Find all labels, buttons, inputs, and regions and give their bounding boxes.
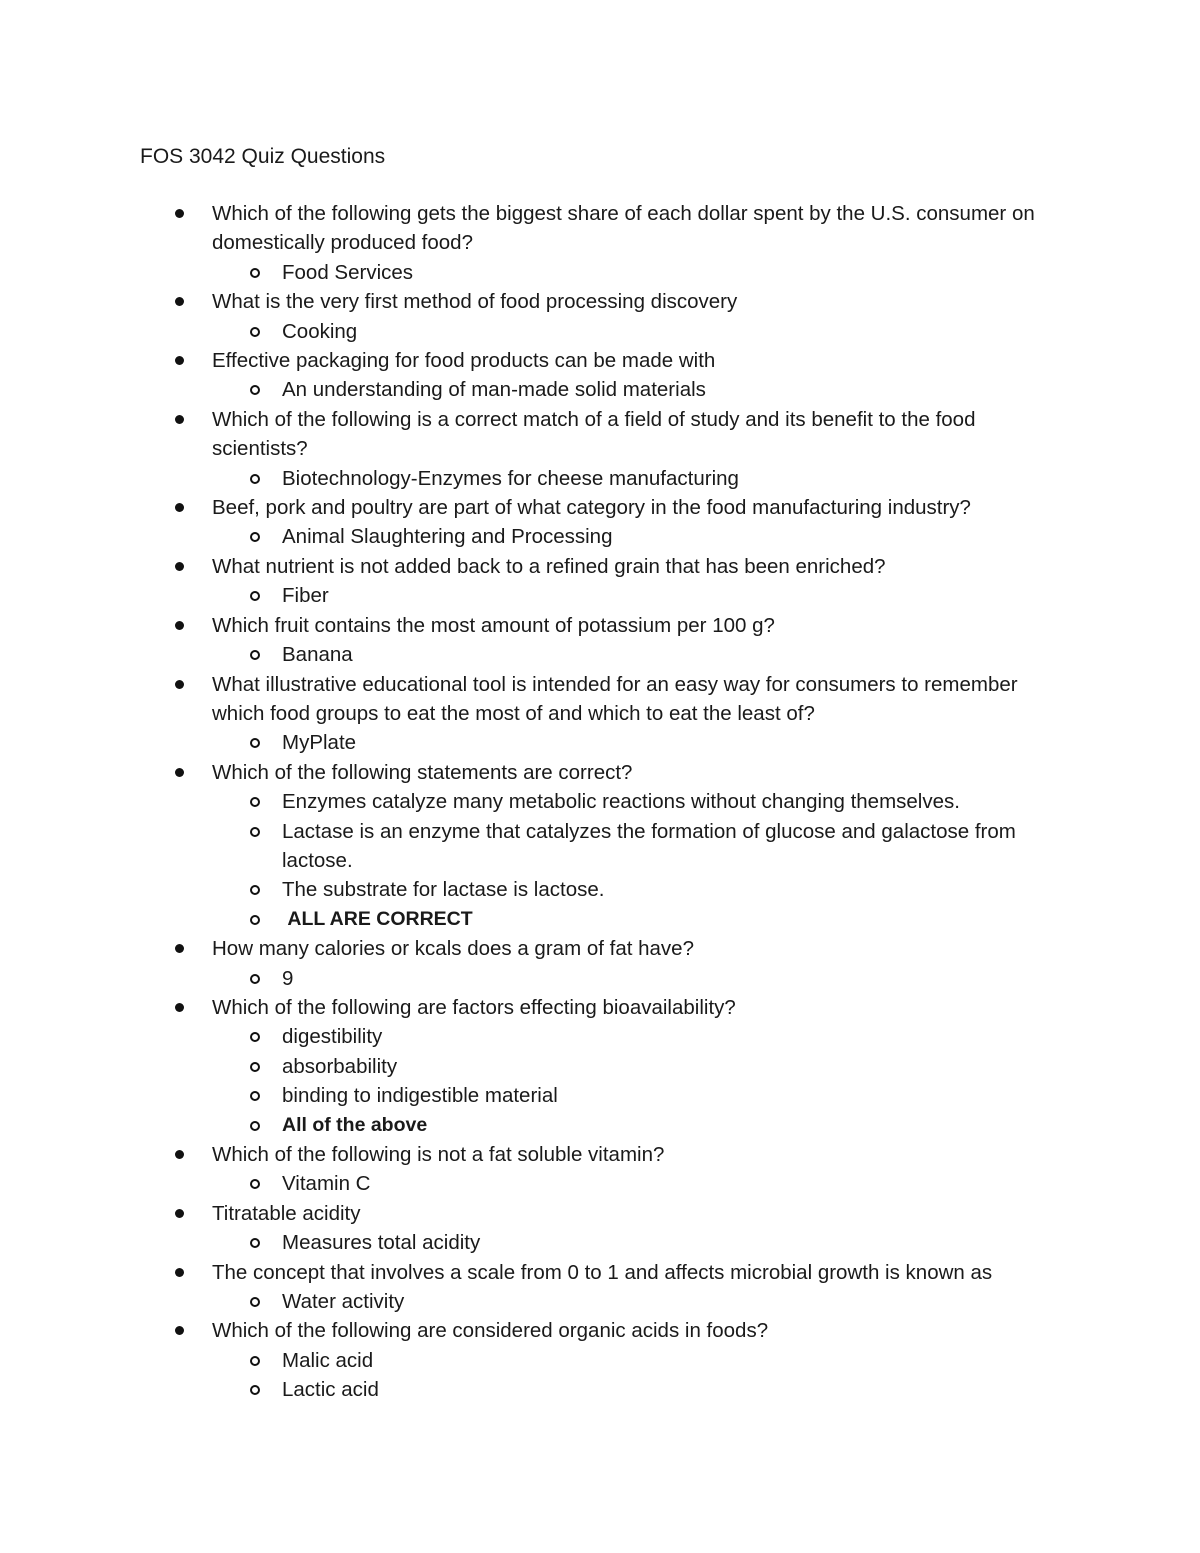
answer-text: All of the above bbox=[282, 1113, 428, 1136]
answer-list bbox=[212, 375, 1060, 404]
question-item bbox=[0, 1316, 1200, 1404]
answer-text: Fiber bbox=[282, 584, 329, 608]
hollow-circle-bullet-icon bbox=[250, 268, 260, 278]
question-text: Which of the following statements are correct? bbox=[212, 760, 633, 784]
answer-item bbox=[212, 1375, 1060, 1404]
hollow-circle-bullet-icon bbox=[250, 1121, 260, 1131]
hollow-circle-bullet-icon bbox=[250, 650, 260, 660]
answer-item bbox=[212, 375, 1060, 404]
answer-text: 9 bbox=[282, 966, 294, 990]
filled-bullet-icon bbox=[175, 562, 184, 571]
answer-text: Lactic acid bbox=[282, 1378, 379, 1402]
answer-text: Cooking bbox=[282, 319, 358, 343]
question-text: Which of the following gets the biggest share of each dollar spent by the U.S. consumer on domestically produced food? bbox=[212, 202, 1041, 255]
answer-item bbox=[212, 317, 1060, 346]
answer-item bbox=[212, 1169, 1060, 1198]
answer-text: Biotechnology-Enzymes for cheese manufacturing bbox=[282, 466, 739, 490]
answer-item bbox=[212, 1346, 1060, 1375]
filled-bullet-icon bbox=[175, 209, 184, 218]
answer-item bbox=[212, 1111, 1060, 1140]
question-item bbox=[0, 758, 1200, 934]
hollow-circle-bullet-icon bbox=[250, 474, 260, 484]
answer-item bbox=[212, 1052, 1060, 1081]
hollow-circle-bullet-icon bbox=[250, 1032, 260, 1042]
question-text: Which of the following are factors effecting bioavailability? bbox=[212, 995, 736, 1019]
hollow-circle-bullet-icon bbox=[250, 885, 260, 895]
answer-list bbox=[212, 640, 1060, 669]
filled-bullet-icon bbox=[175, 680, 184, 689]
answer-item bbox=[212, 1228, 1060, 1257]
answer-text: MyPlate bbox=[282, 731, 357, 755]
question-item bbox=[0, 1258, 1200, 1317]
hollow-circle-bullet-icon bbox=[250, 827, 260, 837]
question-item bbox=[0, 346, 1200, 405]
question-item bbox=[0, 287, 1200, 346]
hollow-circle-bullet-icon bbox=[250, 974, 260, 984]
filled-bullet-icon bbox=[175, 1209, 184, 1218]
answer-text: An understanding of man-made solid materials bbox=[282, 378, 706, 402]
question-text: How many calories or kcals does a gram of fat have? bbox=[212, 937, 694, 961]
answer-list bbox=[212, 581, 1060, 610]
hollow-circle-bullet-icon bbox=[250, 1385, 260, 1395]
answer-list bbox=[212, 1228, 1060, 1257]
filled-bullet-icon bbox=[175, 503, 184, 512]
question-text: Which fruit contains the most amount of potassium per 100 g? bbox=[212, 613, 775, 637]
filled-bullet-icon bbox=[175, 356, 184, 365]
answer-text: absorbability bbox=[282, 1054, 398, 1078]
answer-item bbox=[212, 875, 1060, 904]
answer-text: Banana bbox=[282, 643, 353, 667]
question-item bbox=[0, 199, 1200, 287]
document-title: FOS 3042 Quiz Questions bbox=[140, 145, 386, 168]
question-list bbox=[0, 199, 1200, 1405]
answer-item bbox=[212, 817, 1060, 876]
answer-text: Lactase is an enzyme that catalyzes the formation of glucose and galactose from lactose. bbox=[282, 819, 1022, 872]
answer-list bbox=[212, 728, 1060, 757]
hollow-circle-bullet-icon bbox=[250, 385, 260, 395]
answer-list bbox=[212, 1169, 1060, 1198]
hollow-circle-bullet-icon bbox=[250, 738, 260, 748]
answer-text: Enzymes catalyze many metabolic reactions without changing themselves. bbox=[282, 790, 960, 814]
hollow-circle-bullet-icon bbox=[250, 327, 260, 337]
answer-list bbox=[212, 787, 1060, 934]
answer-text: Food Services bbox=[282, 260, 414, 284]
answer-item bbox=[212, 787, 1060, 816]
answer-list bbox=[212, 522, 1060, 551]
answer-item bbox=[212, 1081, 1060, 1110]
question-item bbox=[0, 670, 1200, 758]
hollow-circle-bullet-icon bbox=[250, 1091, 260, 1101]
answer-item bbox=[212, 464, 1060, 493]
question-text: Which of the following is not a fat soluble vitamin? bbox=[212, 1143, 665, 1166]
answer-item bbox=[212, 258, 1060, 287]
answer-list bbox=[212, 1346, 1060, 1405]
filled-bullet-icon bbox=[175, 415, 184, 424]
answer-text: Water activity bbox=[282, 1290, 405, 1314]
filled-bullet-icon bbox=[175, 944, 184, 953]
hollow-circle-bullet-icon bbox=[250, 1356, 260, 1366]
hollow-circle-bullet-icon bbox=[250, 1297, 260, 1307]
question-text: Effective packaging for food products can be made with bbox=[212, 349, 716, 373]
answer-text: Measures total acidity bbox=[282, 1231, 481, 1255]
answer-text: The substrate for lactase is lactose. bbox=[282, 878, 605, 902]
filled-bullet-icon bbox=[175, 1326, 184, 1335]
answer-item bbox=[212, 1287, 1060, 1316]
question-item bbox=[0, 552, 1200, 611]
filled-bullet-icon bbox=[175, 297, 184, 306]
answer-list bbox=[212, 1287, 1060, 1316]
hollow-circle-bullet-icon bbox=[250, 591, 260, 601]
answer-text: Vitamin C bbox=[282, 1172, 371, 1196]
question-text: What is the very first method of food processing discovery bbox=[212, 290, 738, 314]
answer-text: Animal Slaughtering and Processing bbox=[282, 525, 613, 549]
answer-text: ALL ARE CORRECT bbox=[282, 907, 473, 930]
answer-list bbox=[212, 258, 1060, 287]
question-text: What nutrient is not added back to a refined grain that has been enriched? bbox=[212, 554, 886, 578]
question-item bbox=[0, 934, 1200, 993]
hollow-circle-bullet-icon bbox=[250, 1179, 260, 1189]
question-item bbox=[0, 1140, 1200, 1199]
answer-text: digestibility bbox=[282, 1025, 383, 1049]
answer-list bbox=[212, 1022, 1060, 1140]
answer-list bbox=[212, 317, 1060, 346]
hollow-circle-bullet-icon bbox=[250, 915, 260, 925]
answer-item bbox=[212, 581, 1060, 610]
question-text: Titratable acidity bbox=[212, 1201, 361, 1225]
answer-item bbox=[212, 728, 1060, 757]
answer-item bbox=[212, 640, 1060, 669]
hollow-circle-bullet-icon bbox=[250, 797, 260, 807]
filled-bullet-icon bbox=[175, 1003, 184, 1012]
filled-bullet-icon bbox=[175, 1150, 184, 1159]
answer-list bbox=[212, 464, 1060, 493]
question-item bbox=[0, 611, 1200, 670]
answer-item bbox=[212, 905, 1060, 934]
question-text: What illustrative educational tool is intended for an easy way for consumers to remember which food groups to eat the most of and which to eat the least of? bbox=[212, 672, 1024, 725]
question-text: Beef, pork and poultry are part of what category in the food manufacturing industry? bbox=[212, 496, 971, 520]
question-item bbox=[0, 993, 1200, 1140]
filled-bullet-icon bbox=[175, 1268, 184, 1277]
question-text: Which of the following is a correct match of a field of study and its benefit to the food scientists? bbox=[212, 407, 982, 461]
hollow-circle-bullet-icon bbox=[250, 1238, 260, 1248]
filled-bullet-icon bbox=[175, 621, 184, 630]
question-item bbox=[0, 1199, 1200, 1258]
question-item bbox=[0, 405, 1200, 493]
answer-text: Malic acid bbox=[282, 1348, 374, 1372]
answer-item bbox=[212, 964, 1060, 993]
hollow-circle-bullet-icon bbox=[250, 1062, 260, 1072]
question-item bbox=[0, 493, 1200, 552]
answer-list bbox=[212, 964, 1060, 993]
question-text: The concept that involves a scale from 0 to 1 and affects microbial growth is known as bbox=[212, 1260, 993, 1284]
hollow-circle-bullet-icon bbox=[250, 532, 260, 542]
answer-item bbox=[212, 1022, 1060, 1051]
answer-item bbox=[212, 522, 1060, 551]
question-text: Which of the following are considered organic acids in foods? bbox=[212, 1319, 769, 1343]
filled-bullet-icon bbox=[175, 768, 184, 777]
answer-text: binding to indigestible material bbox=[282, 1084, 558, 1108]
